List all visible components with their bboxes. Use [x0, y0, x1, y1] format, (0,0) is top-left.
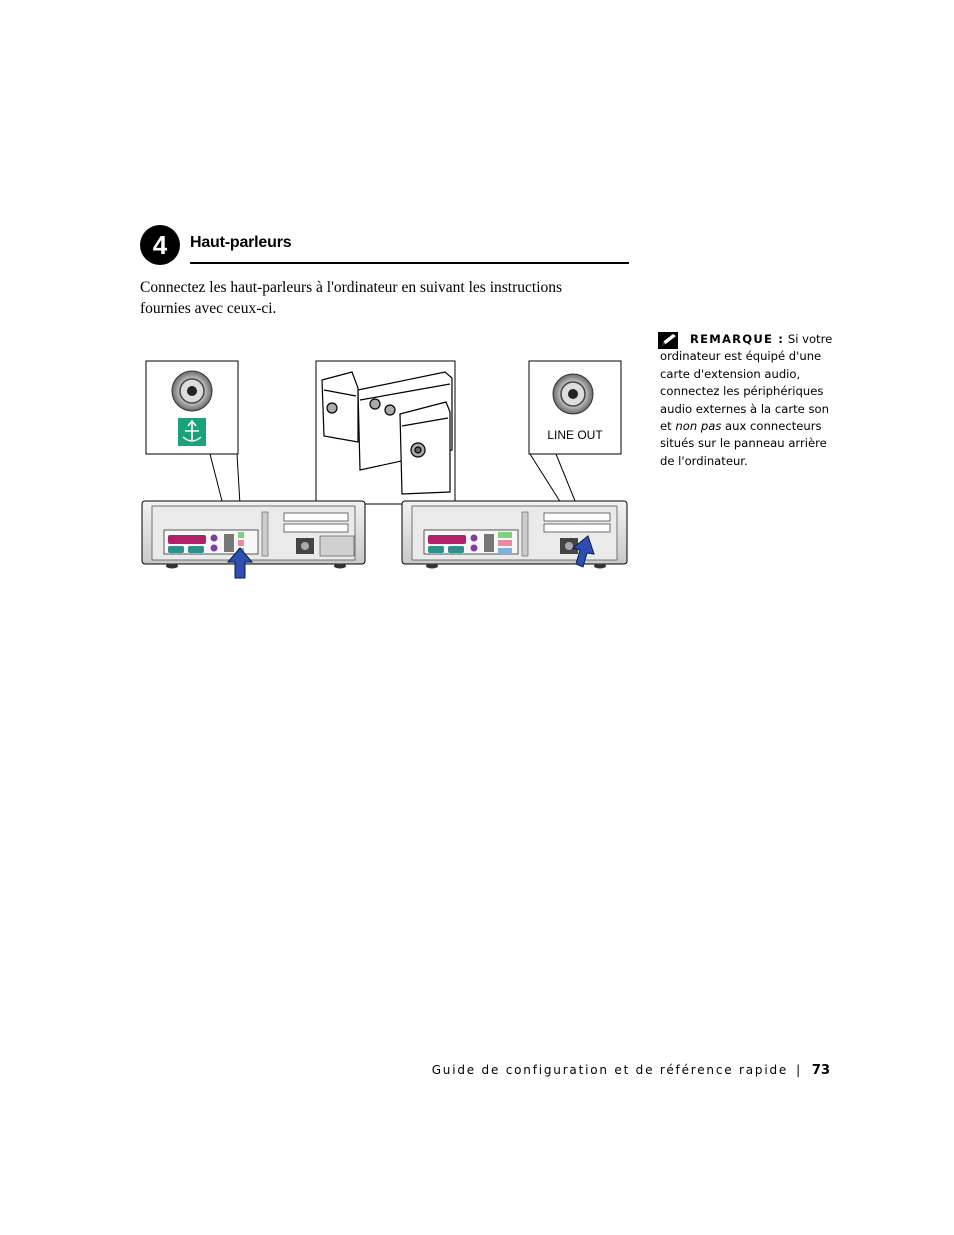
- speakers-illustration: [316, 361, 455, 504]
- step-number-badge: 4: [140, 225, 180, 265]
- audio-jack-icon: [172, 371, 212, 411]
- left-computer-back-panel: [142, 501, 365, 569]
- footer-separator: |: [796, 1063, 802, 1077]
- page-footer: [432, 1063, 830, 1078]
- audio-jack-icon: [553, 374, 593, 414]
- right-computer-back-panel: [402, 501, 627, 569]
- note-label: REMARQUE :: [690, 332, 785, 346]
- instruction-paragraph: Connectez les haut-parleurs à l'ordinateur en suivant les instructions fournies avec ceux-ci.: [140, 279, 563, 317]
- line-out-label: LINE OUT: [547, 428, 603, 442]
- note-emphasis: non pas: [675, 419, 722, 434]
- page-number: 73: [811, 1063, 830, 1078]
- step-title: Haut-parleurs: [190, 234, 292, 251]
- note-text-after: aux connecteurs situés sur le panneau arrière de l'ordinateur.: [660, 419, 827, 468]
- note-text-before: Si votre ordinateur est équipé d'une carte d'extension audio, connectez les périphériques audio externes à la carte son et: [660, 332, 833, 434]
- footer-guide-title: Guide de configuration et de référence rapide: [431, 1063, 789, 1077]
- line-out-symbol-icon: [178, 418, 206, 446]
